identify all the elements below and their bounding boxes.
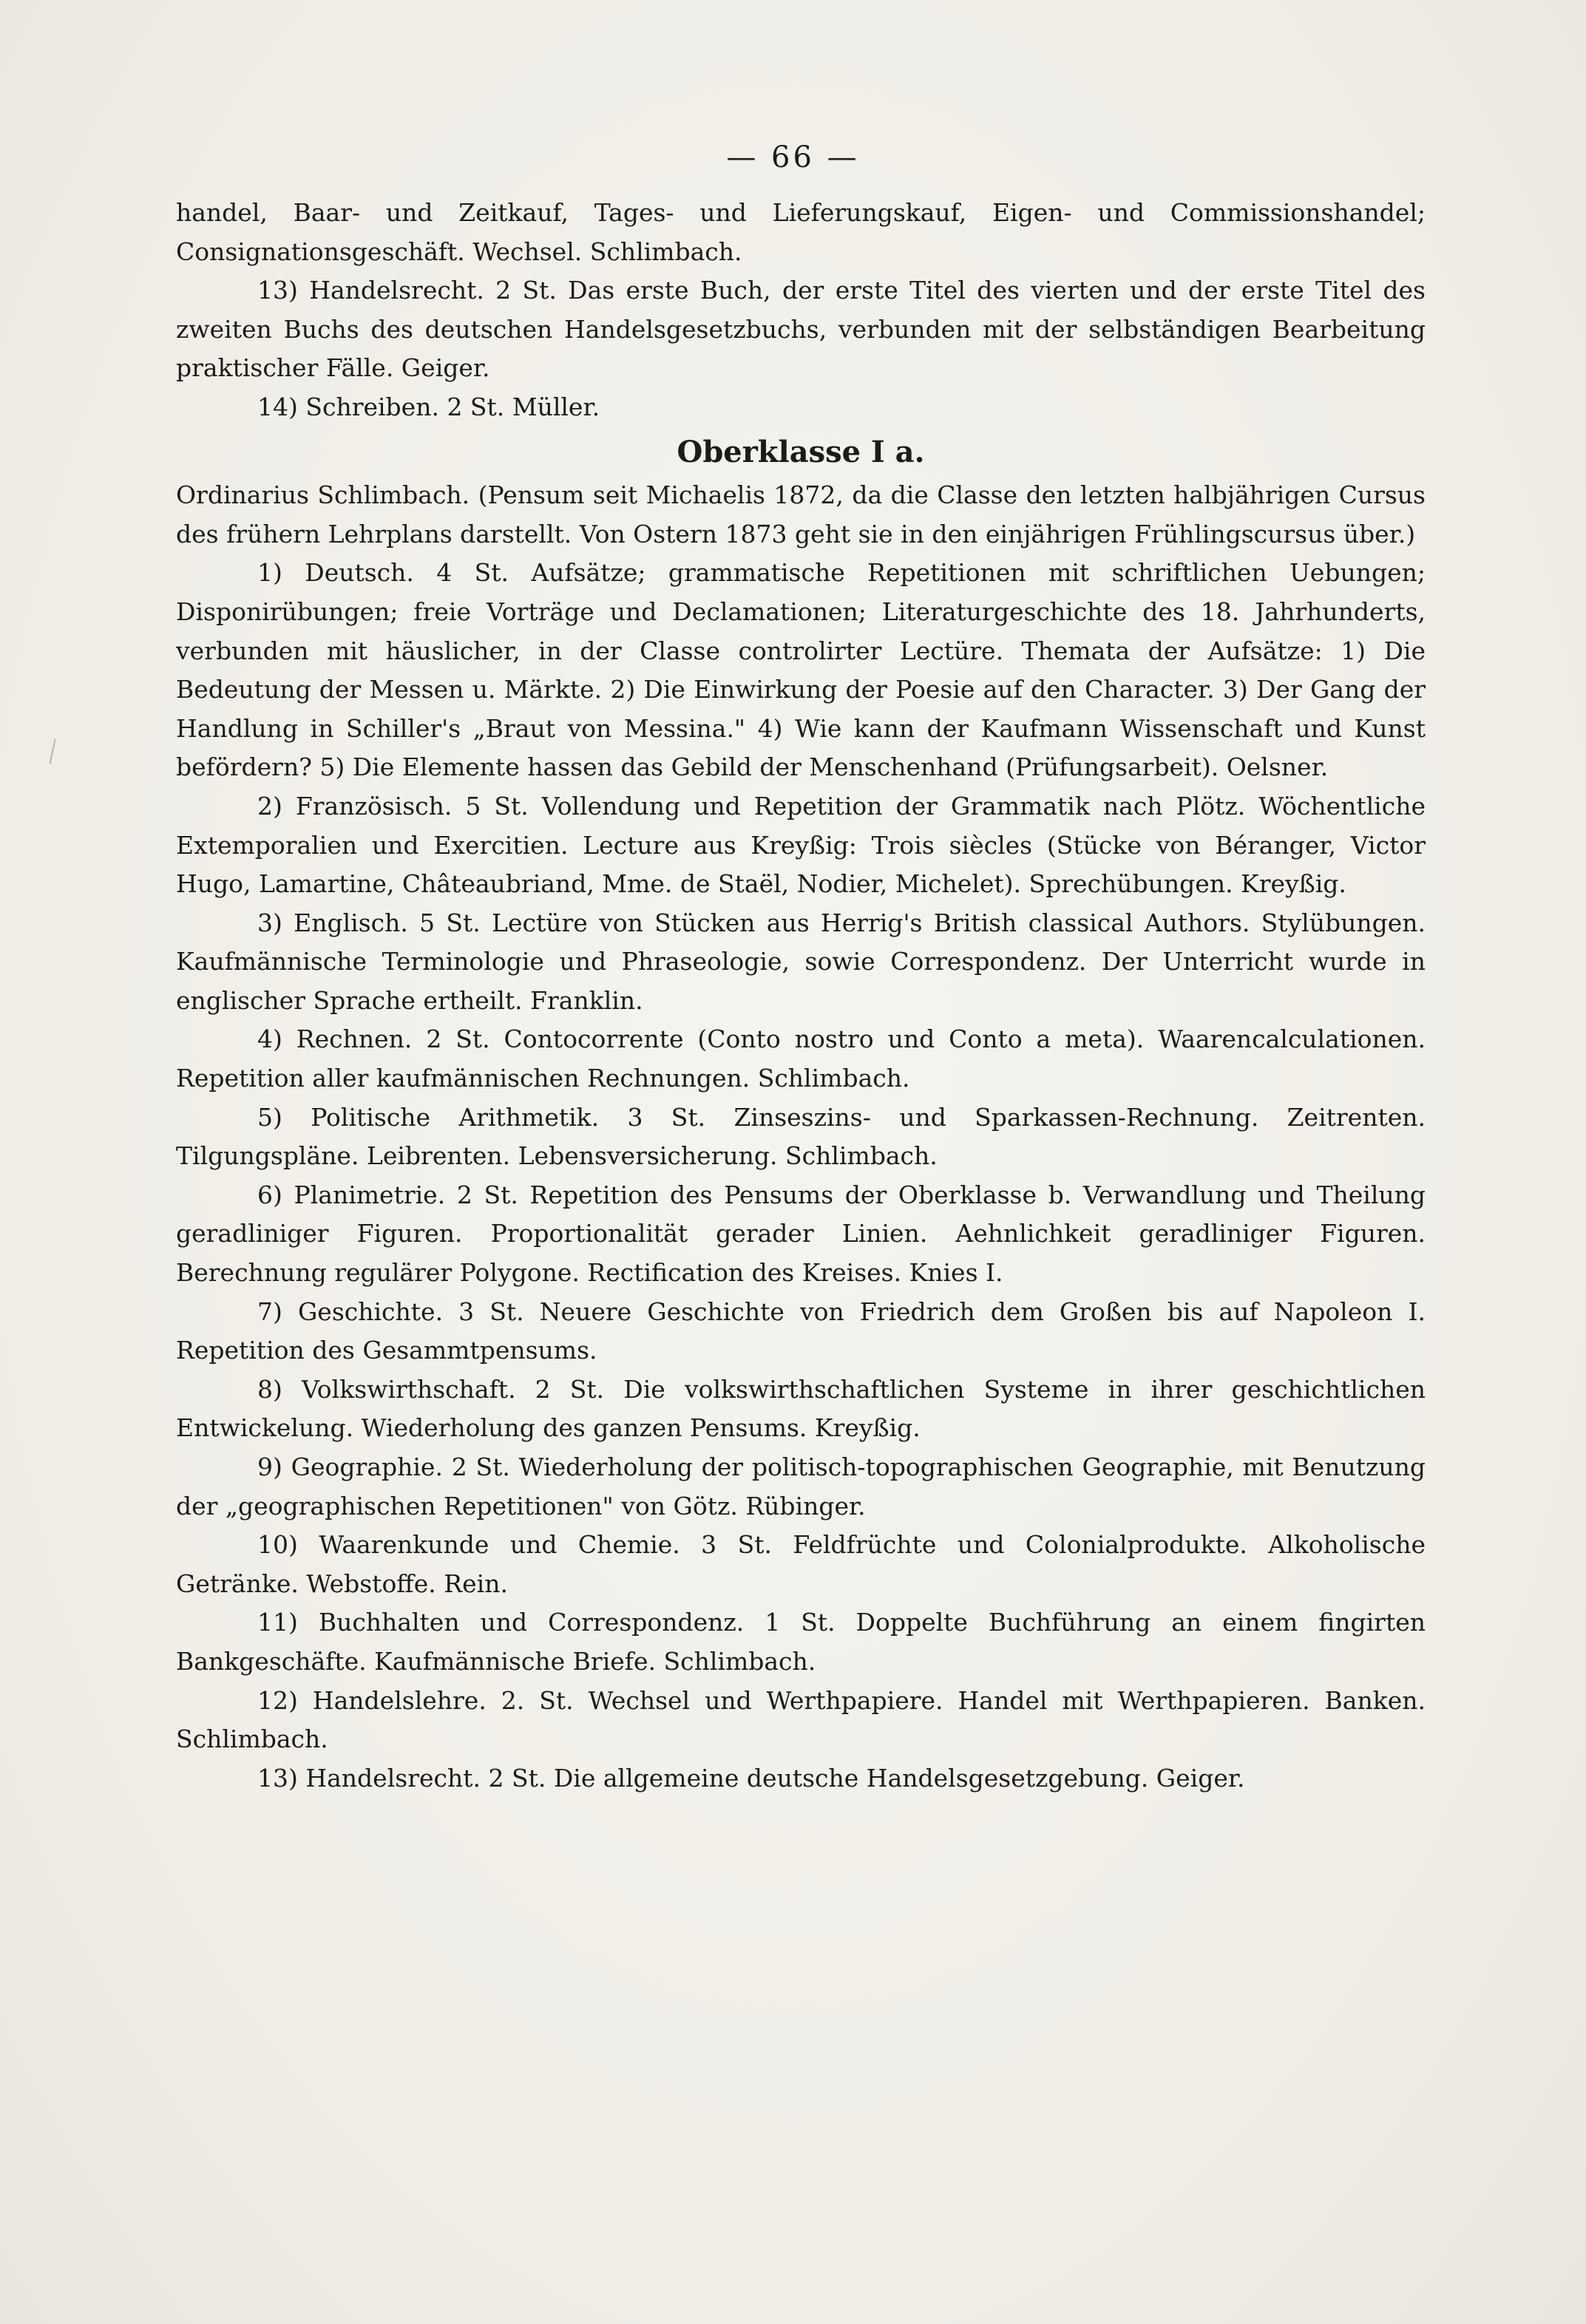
paragraph-waarenkunde: 10) Waarenkunde und Chemie. 3 St. Feldfrüchte und Colonialprodukte. Alkoholische Getränke. Webstoffe. Rein. (176, 1530, 1426, 1598)
paragraph-volkswirthschaft: 8) Volkswirthschaft. 2 St. Die volkswirthschaftlichen Systeme in ihrer geschichtlichen Entwickelung. Wiederholung des ganzen Pensums. Kreyßig. (176, 1374, 1426, 1443)
paragraph-geographie: 9) Geographie. 2 St. Wiederholung der politisch-topographischen Geographie, mit Benutzung der „geographischen Repetitionen" von Götz. Rübinger. (176, 1452, 1426, 1521)
body-text (176, 194, 1426, 1798)
paragraph-ordinarius: Ordinarius Schlimbach. (Pensum seit Michaelis 1872, da die Classe den letzten halbjährigen Cursus des frühern Lehrplans darstellt. Von Ostern 1873 geht sie in den einjährigen Frühlingscursus über.) (176, 480, 1426, 548)
paragraph-handelsrecht-b: 13) Handelsrecht. 2 St. Das erste Buch, der erste Titel des vierten und der erste Titel des zweiten Buchs des deutschen Handelsgesetzbuchs, verbunden mit der selbständigen Bearbeitung praktischer Fälle. Geiger. (176, 276, 1426, 383)
paragraph-rechnen: 4) Rechnen. 2 St. Contocorrente (Conto nostro und Conto a meta). Waarencalculationen. Repetition aller kaufmännischen Rechnungen. Schlimbach. (176, 1025, 1426, 1093)
paragraph-buchhalten: 11) Buchhalten und Correspondenz. 1 St. Doppelte Buchführung an einem fingirten Bankgeschäfte. Kaufmännische Briefe. Schlimbach. (176, 1608, 1426, 1676)
page-number: — 66 — (726, 140, 860, 174)
paragraph-deutsch: 1) Deutsch. 4 St. Aufsätze; grammatische Repetitionen mit schriftlichen Uebungen; Disponirübungen; freie Vorträge und Declamationen; Literaturgeschichte des 18. Jahrhunderts, verbunden mit häuslicher, in der Classe controlirter Lectüre. Themata der Aufsätze: 1) Die Bedeutung der Messen u. Märkte. 2) Die Einwirkung der Poesie auf den Character. 3) Der Gang der Handlung in Schiller's „Braut von Messina." 4) Wie kann der Kaufmann Wissenschaft und Kunst befördern? 5) Die Elemente hassen das Gebild der Menschenhand (Prüfungsarbeit). Oelsner. (176, 558, 1426, 782)
margin-pencil-mark (50, 739, 59, 765)
paragraph-planimetrie: 6) Planimetrie. 2 St. Repetition des Pensums der Oberklasse b. Verwandlung und Theilung geradliniger Figuren. Proportionalität gerader Linien. Aehnlichkeit geradliniger Figuren. Berechnung regulärer Polygone. Rectification des Kreises. Knies I. (176, 1180, 1426, 1288)
paragraph-continuation: handel, Baar- und Zeitkauf, Tages- und Lieferungskauf, Eigen- und Commissionshandel; Consignationsgeschäft. Wechsel. Schlimbach. (176, 198, 1426, 266)
paragraph-englisch: 3) Englisch. 5 St. Lectüre von Stücken aus Herrig's British classical Authors. Stylübungen. Kaufmännische Terminologie und Phraseologie, sowie Correspondenz. Der Unterricht wurde in englischer Sprache ertheilt. Franklin. (176, 908, 1426, 1015)
paragraph-geschichte: 7) Geschichte. 3 St. Neuere Geschichte von Friedrich dem Großen bis auf Napoleon I. Repetition des Gesammtpensums. (176, 1297, 1426, 1365)
section-heading: Oberklasse I a. (677, 434, 925, 469)
paragraph-handelsrecht-a: 13) Handelsrecht. 2 St. Die allgemeine deutsche Handelsgesetzgebung. Geiger. (257, 1763, 1245, 1793)
paragraph-franzoesisch: 2) Französisch. 5 St. Vollendung und Repetition der Grammatik nach Plötz. Wöchentliche Extemporalien und Exercitien. Lecture aus Kreyßig: Trois siècles (Stücke von Béranger, Victor Hugo, Lamartine, Châteaubriand, Mme. de Staël, Nodier, Michelet). Sprechübungen. Kreyßig. (176, 791, 1426, 899)
paragraph-handelslehre: 12) Handelslehre. 2. St. Wechsel und Werthpapiere. Handel mit Werthpapieren. Banken. Schlimbach. (176, 1685, 1426, 1754)
paragraph-schreiben: 14) Schreiben. 2 St. Müller. (257, 392, 600, 421)
paragraph-politische-arithmetik: 5) Politische Arithmetik. 3 St. Zinseszins- und Sparkassen-Rechnung. Zeitrenten. Tilgungspläne. Leibrenten. Lebensversicherung. Schlimbach. (176, 1102, 1426, 1171)
